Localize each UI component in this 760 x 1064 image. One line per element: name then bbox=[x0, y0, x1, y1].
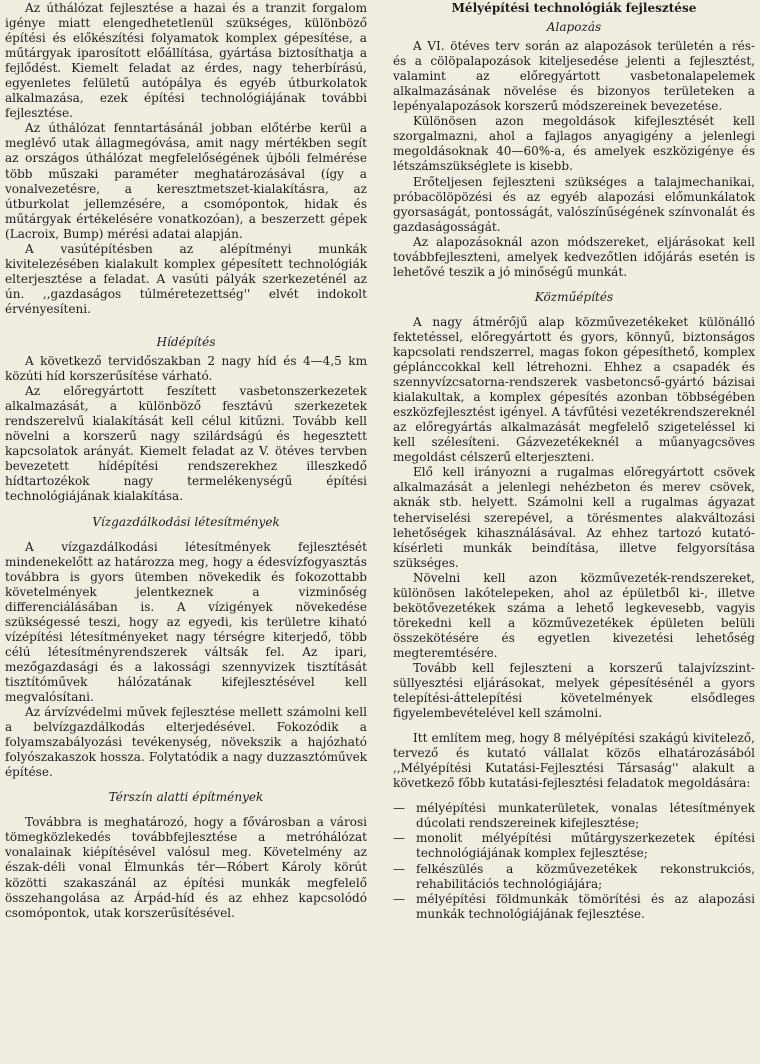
paragraph-road-network: Az úthálózat fejlesztése a hazai és a tranzit forgalom igénye miatt elengedhetetlenül szükséges, különböző építési és előkészítési folyamatok komplex gépesítése, a műtárgyak iparosított előállítása, gyártása biztosíthatja a fejlődést. Kiemelt feladat az érdes, nagy teherbírású, egyenletes felületű autópálya és egyéb útburkolatok alkalmazása, ezek építési technológiájának további fejlesztése. bbox=[5, 1, 367, 121]
spacer bbox=[5, 805, 367, 815]
list-item-text: mélyépítési földmunkák tömörítési és az alapozási munkák technológiájának fejlesztése. bbox=[416, 891, 755, 921]
paragraph-road-maintenance: Az úthálózat fenntartásánál jobban előtérbe kerül a meglévő utak állagmegóvása, amit nagy mértékben segít az országos úthálózat megfelelőségének újbóli felmérése több műszaki paraméter meghatározásával (így a vonalvezetésre, a keresztmetszet-kialakításra, az útburkolat jellemzésére, a csomópontok, hidak és műtárgyak értékelésére vonatkozóan), a beszerzett gépek (Lacroix, Bump) mérési adatai alapján. bbox=[5, 121, 367, 241]
paragraph-water-development: A vízgazdálkodási létesítmények fejlesztését mindenekelőtt az határozza meg, hogy a édesvízfogyasztás továbbra is gyors ütemben növekedik és fokozottabb követelmények jelentkeznek a vizminőség differenciálásában is. A vízigények növekedése szükségessé teszi, hogy az egyedi, kis területre kiható vízépítési létesítményeket nagy térségre kiterjedő, több célú létesítményrendszerek váltsák fel. Az ipari, mezőgazdasági és a lakossági szennyvizek tisztítását tisztítóművek hálózatának kifejlesztésével kell megvalósítani. bbox=[5, 539, 367, 705]
list-item-text: monolit mélyépítési műtárgyszerkezetek építési technológiájának komplex fejlesztése; bbox=[416, 831, 755, 861]
paragraph-housing-utilities: Növelni kell azon közművezeték-rendszereket, különösen lakótelepeken, ahol az épületből ki-, illetve bekötővezetékek száma a lehető legkevesebb, vagyis törekedni kell a közművezetékek épületen belüli összekötésére és egyetlen kivezetési lehetőség megteremtésére. bbox=[393, 570, 755, 660]
heading-underground-structures: Térszín alatti építmények bbox=[108, 790, 264, 805]
task-list bbox=[393, 801, 755, 921]
list-dash: — bbox=[393, 891, 406, 906]
list-item bbox=[393, 892, 755, 922]
paragraph-flexible-pipes: Elő kell irányozni a rugalmas előregyártott csövek alkalmazását a jelenlegi nehézbeton és merev csövek, aknák stb. helyett. Számolni kell a rugalmas ágyazat teherviselési szerepével, a törésmentes alakváltozási lehetőségek kihasználásával. Az ehhez tartozó kutató-kísérleti munkák beindítása, illetve felgyorsítása szükséges. bbox=[393, 465, 755, 570]
paragraph-railway: A vasútépítésben az alépítményi munkák kivitelezésében kialakult komplex gépesített technológiák elterjesztése a feladat. A vasúti pályák szerkezeténél az ún. ,,gazdaságos túlméretezettség'' elvét indokolt érvényesíteni. bbox=[5, 241, 367, 316]
section-title: Mélyépítési technológiák fejlesztése bbox=[451, 1, 697, 15]
list-item bbox=[393, 831, 755, 861]
paragraph-research-company: Itt említem meg, hogy 8 mélyépítési szakágú kivitelező, tervező és kutató vállalat közös elhatározásából ,,Mélyépítési Kutatási-Fejlesztési Társaság'' alakult a következő főbb kutatási-fejlesztési feladatok megoldására: bbox=[393, 731, 755, 791]
spacer bbox=[393, 305, 755, 315]
spacer bbox=[5, 530, 367, 540]
paragraph-groundwater: Tovább kell fejleszteni a korszerű talajvízszint-süllyesztési eljárásokat, melyek gépesítésénél a gyors telepítési-áttelepítési követelmények elsődleges figyelembevételével kell számolni. bbox=[393, 660, 755, 721]
heading-bridge-construction: Hídépítés bbox=[156, 334, 216, 349]
heading-utility-construction: Közműépítés bbox=[534, 289, 614, 304]
list-item-text: mélyépítési munkaterületek, vonalas létesítmények dúcolati rendszereinek kifejlesztése; bbox=[416, 801, 755, 831]
list-dash: — bbox=[393, 801, 406, 816]
paragraph-material-savings: Különösen azon megoldások kifejlesztését kell szorgalmazni, ahol a fajlagos anyagigény a jelenlegi megoldásoknak 40—60%-a, és amelyek eszközigénye és létszámszükséglete is kisebb. bbox=[393, 114, 755, 174]
paragraph-foundation-plan: A VI. ötéves terv során az alapozások területén a rés- és a cölöpalapozások kiteljesedése jelenti a fejlesztést, valamint az előregyártott vasbetonalapelemek alkalmazásának növelése és bizonyos területeken a lepényalapozások korszerű módszereinek bevezetése. bbox=[393, 39, 755, 114]
heading-water-management: Vízgazdálkodási létesítmények bbox=[92, 514, 280, 529]
paragraph-weather-methods: Az alapozásoknál azon módszereket, eljárásokat kell továbbfejleszteni, amelyek kedvezőtlen időjárás esetén is lehetővé teszik a jó minőségű munkát. bbox=[393, 234, 755, 279]
list-item bbox=[393, 862, 755, 892]
paragraph-bridges-planned: A következő tervidőszakban 2 nagy híd és 4—4,5 km közúti híd korszerűsítése várható. bbox=[5, 354, 367, 384]
spacer bbox=[393, 280, 755, 290]
list-dash: — bbox=[393, 861, 406, 876]
list-dash: — bbox=[393, 831, 406, 846]
paragraph-metro: Továbbra is meghatározó, hogy a fővárosban a városi tömegközlekedés továbbfejlesztése a metróhálózat vonalainak kiépítésével valósul meg. Követelmény az észak-déli vonal Élmunkás tér—Róbert Károly körút közötti szakaszánál az építési munkák megfelelő összehangolása az Árpád-híd és az ehhez kapcsolódó csomópontok, utak korszerűsítésével. bbox=[5, 815, 367, 920]
heading-foundations: Alapozás bbox=[546, 20, 602, 35]
list-item-text: felkészülés a közművezetékek rekonstrukciós, rehabilitációs technológiájára; bbox=[416, 861, 755, 891]
right-column bbox=[393, 0, 755, 1064]
spacer bbox=[5, 505, 367, 515]
paragraph-soil-mechanics: Erőteljesen fejleszteni szükséges a talajmechanikai, próbacölöpözési és az egyéb alapozási előmunkálatok gyorsaságát, pontosságát, valószínűségének színvonalát és gazdaságosságát. bbox=[393, 174, 755, 234]
spacer bbox=[5, 780, 367, 790]
paragraph-bridge-structures: Az előregyártott feszített vasbetonszerkezetek alkalmazását, a különböző fesztávú szerkezetek rendszerelvű kialakítását kell célul kitűzni. Tovább kell növelni a korszerű nagy szilárdságú és hegesztett kapcsolatok arányát. Kiemelt feladat az V. ötéves tervben bevezetett hídépítési rendszerekhez illeszkedő hídtartozékok nagy termelékenységű építési technológiájának kialakítása. bbox=[5, 384, 367, 504]
list-item bbox=[393, 801, 755, 831]
spacer bbox=[393, 721, 755, 731]
paragraph-large-pipelines: A nagy átmérőjű alap közművezetékeket különálló fektetéssel, előregyártott és gyors, könnyű, biztonságos kapcsolati rendszerrel, magas fokon gépesíthető, komplex géplánccokkal kell létrehozni. Ehhez a csapadék és szennyvízcsatorna-rendszerek vasbetoncső-gyártó bázisai kialakultak, a komplex gépesítés azonban többségében eszközfejlesztést igényel. A távfűtési vezetékrendszereknél az előregyártás alkalmazását megfelelő szigeteléssel ki kell szélesíteni. Gázvezetékeknél a műanyagcsöves megoldást célszerű elterjeszteni. bbox=[393, 314, 755, 465]
paragraph-flood-protection: Az árvízvédelmi művek fejlesztése mellett számolni kell a belvízgazdálkodás elterjedésével. Fokozódik a folyamszabályozási tevékenység, növekszik a hajózható folyószakaszok hossza. Folytatódik a nagy duzzasztóművek építése. bbox=[5, 705, 367, 780]
left-column bbox=[5, 0, 367, 1064]
spacer bbox=[393, 791, 755, 801]
spacer bbox=[5, 317, 367, 335]
